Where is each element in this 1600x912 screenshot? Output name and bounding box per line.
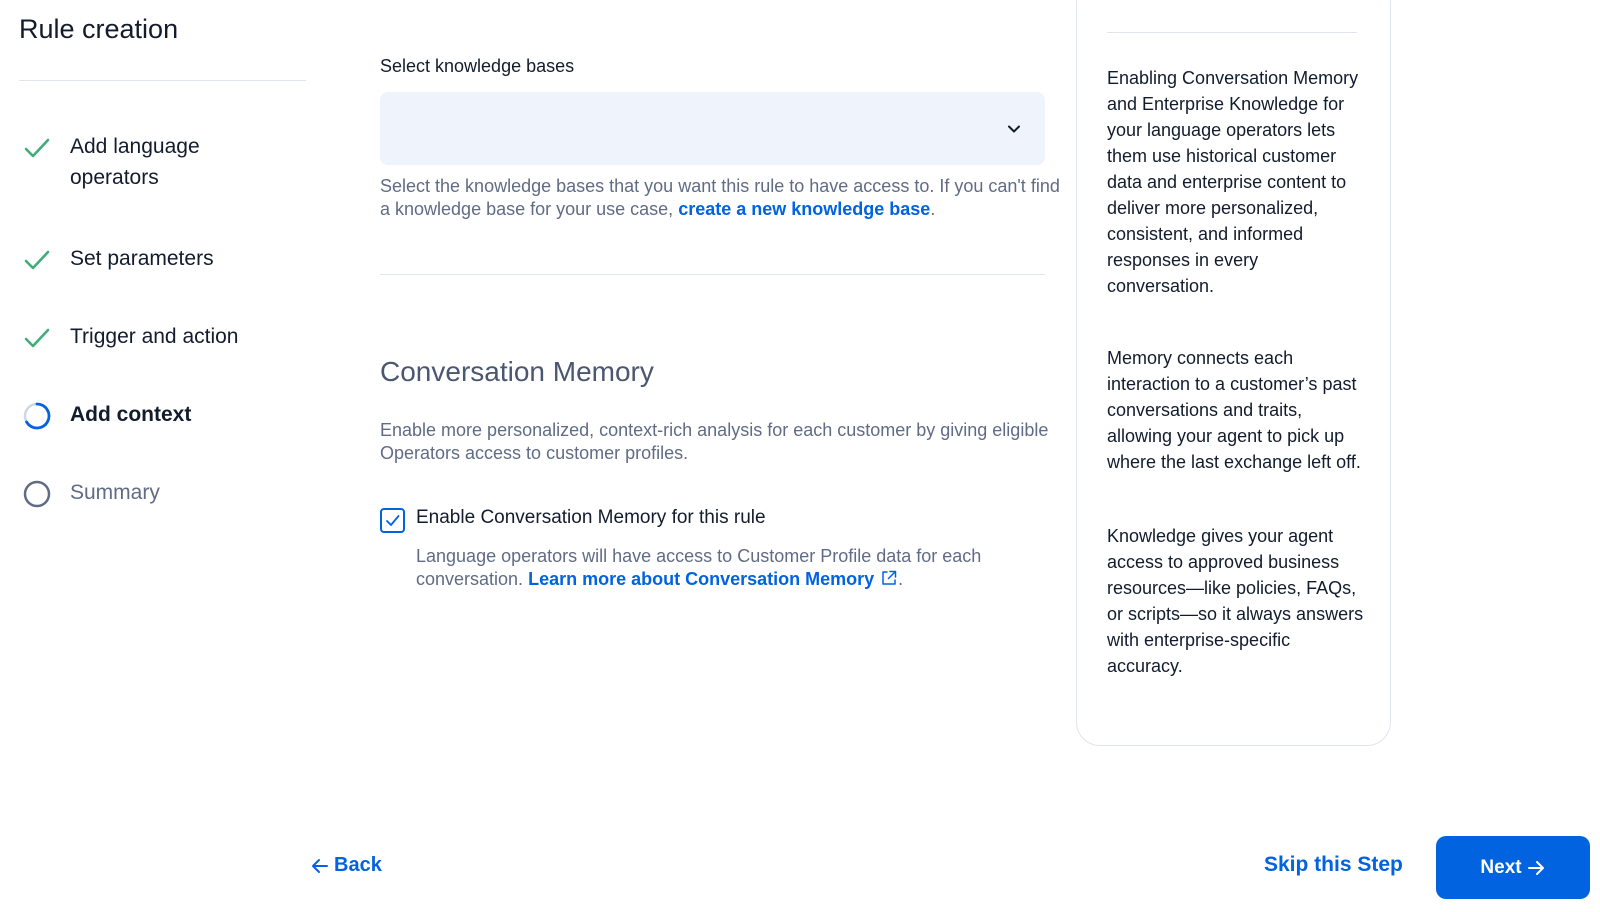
empty-circle-icon (22, 479, 52, 509)
conversation-memory-description: Enable more personalized, context-rich analysis for each customer by giving eligible Operators access to customer profiles. (380, 420, 1049, 463)
step-label: Set parameters (70, 247, 214, 270)
step-label: Trigger and action (70, 325, 239, 348)
enable-memory-label[interactable]: Enable Conversation Memory for this rule (416, 507, 766, 528)
progress-spinner-icon (22, 401, 52, 431)
info-paragraph: Memory connects each interaction to a customer’s past conversations and traits, allowing your agent to pick up where the last exchange left off. (1107, 348, 1361, 472)
chevron-down-icon (1005, 120, 1023, 138)
page-title: Rule creation (19, 14, 179, 44)
checkmark-icon (22, 133, 52, 163)
learn-more-memory-link[interactable] (528, 569, 898, 589)
back-button[interactable] (310, 854, 382, 877)
next-button-label: Next (1480, 856, 1522, 878)
step-summary[interactable] (22, 477, 312, 509)
section-divider (380, 274, 1045, 275)
step-label: Add language operators (70, 135, 200, 189)
checkmark-icon (22, 323, 52, 353)
arrow-left-icon (310, 856, 330, 876)
info-panel (1076, 0, 1391, 746)
knowledge-base-help (380, 175, 1060, 221)
create-knowledge-base-link[interactable]: create a new knowledge base (678, 199, 931, 219)
step-add-context[interactable] (22, 399, 312, 431)
knowledge-base-label: Select knowledge bases (380, 56, 575, 76)
learn-more-memory-link-text: Learn more about Conversation Memory (528, 569, 875, 589)
skip-step-button[interactable]: Skip this Step (1264, 853, 1403, 876)
help-suffix: . (930, 199, 936, 219)
sidebar-divider (19, 80, 306, 81)
step-label: Summary (70, 481, 160, 504)
enable-memory-help (416, 545, 1056, 591)
panel-divider (1107, 32, 1357, 33)
enable-memory-checkbox[interactable] (380, 508, 405, 533)
knowledge-base-select[interactable] (380, 92, 1045, 165)
enable-memory-help-text: Language operators will have access to Customer Profile data for each conversation. (416, 546, 982, 589)
back-button-label: Back (334, 854, 382, 876)
step-trigger-and-action[interactable] (22, 321, 312, 353)
conversation-memory-title: Conversation Memory (380, 356, 654, 387)
external-link-icon (880, 569, 898, 587)
knowledge-base-help-text: Select the knowledge bases that you want this rule to have access to. If you can't find a knowledge base for your use case, (380, 176, 1060, 219)
step-set-parameters[interactable] (22, 243, 312, 275)
checkmark-icon (22, 245, 52, 275)
next-button[interactable] (1436, 836, 1590, 899)
info-paragraph: Enabling Conversation Memory and Enterprise Knowledge for your language operators lets them use historical customer data and enterprise content to deliver more personalized, consistent, and informed responses in every conversation. (1107, 68, 1359, 296)
step-label: Add context (70, 403, 192, 426)
checkbox-check-icon (384, 512, 401, 529)
step-add-language-operators[interactable] (22, 131, 312, 193)
help-suffix: . (898, 569, 904, 589)
arrow-right-icon (1526, 858, 1546, 878)
info-paragraph: Knowledge gives your agent access to approved business resources—like policies, FAQs, or scripts—so it always answers with enterprise-specific accuracy. (1107, 526, 1364, 676)
